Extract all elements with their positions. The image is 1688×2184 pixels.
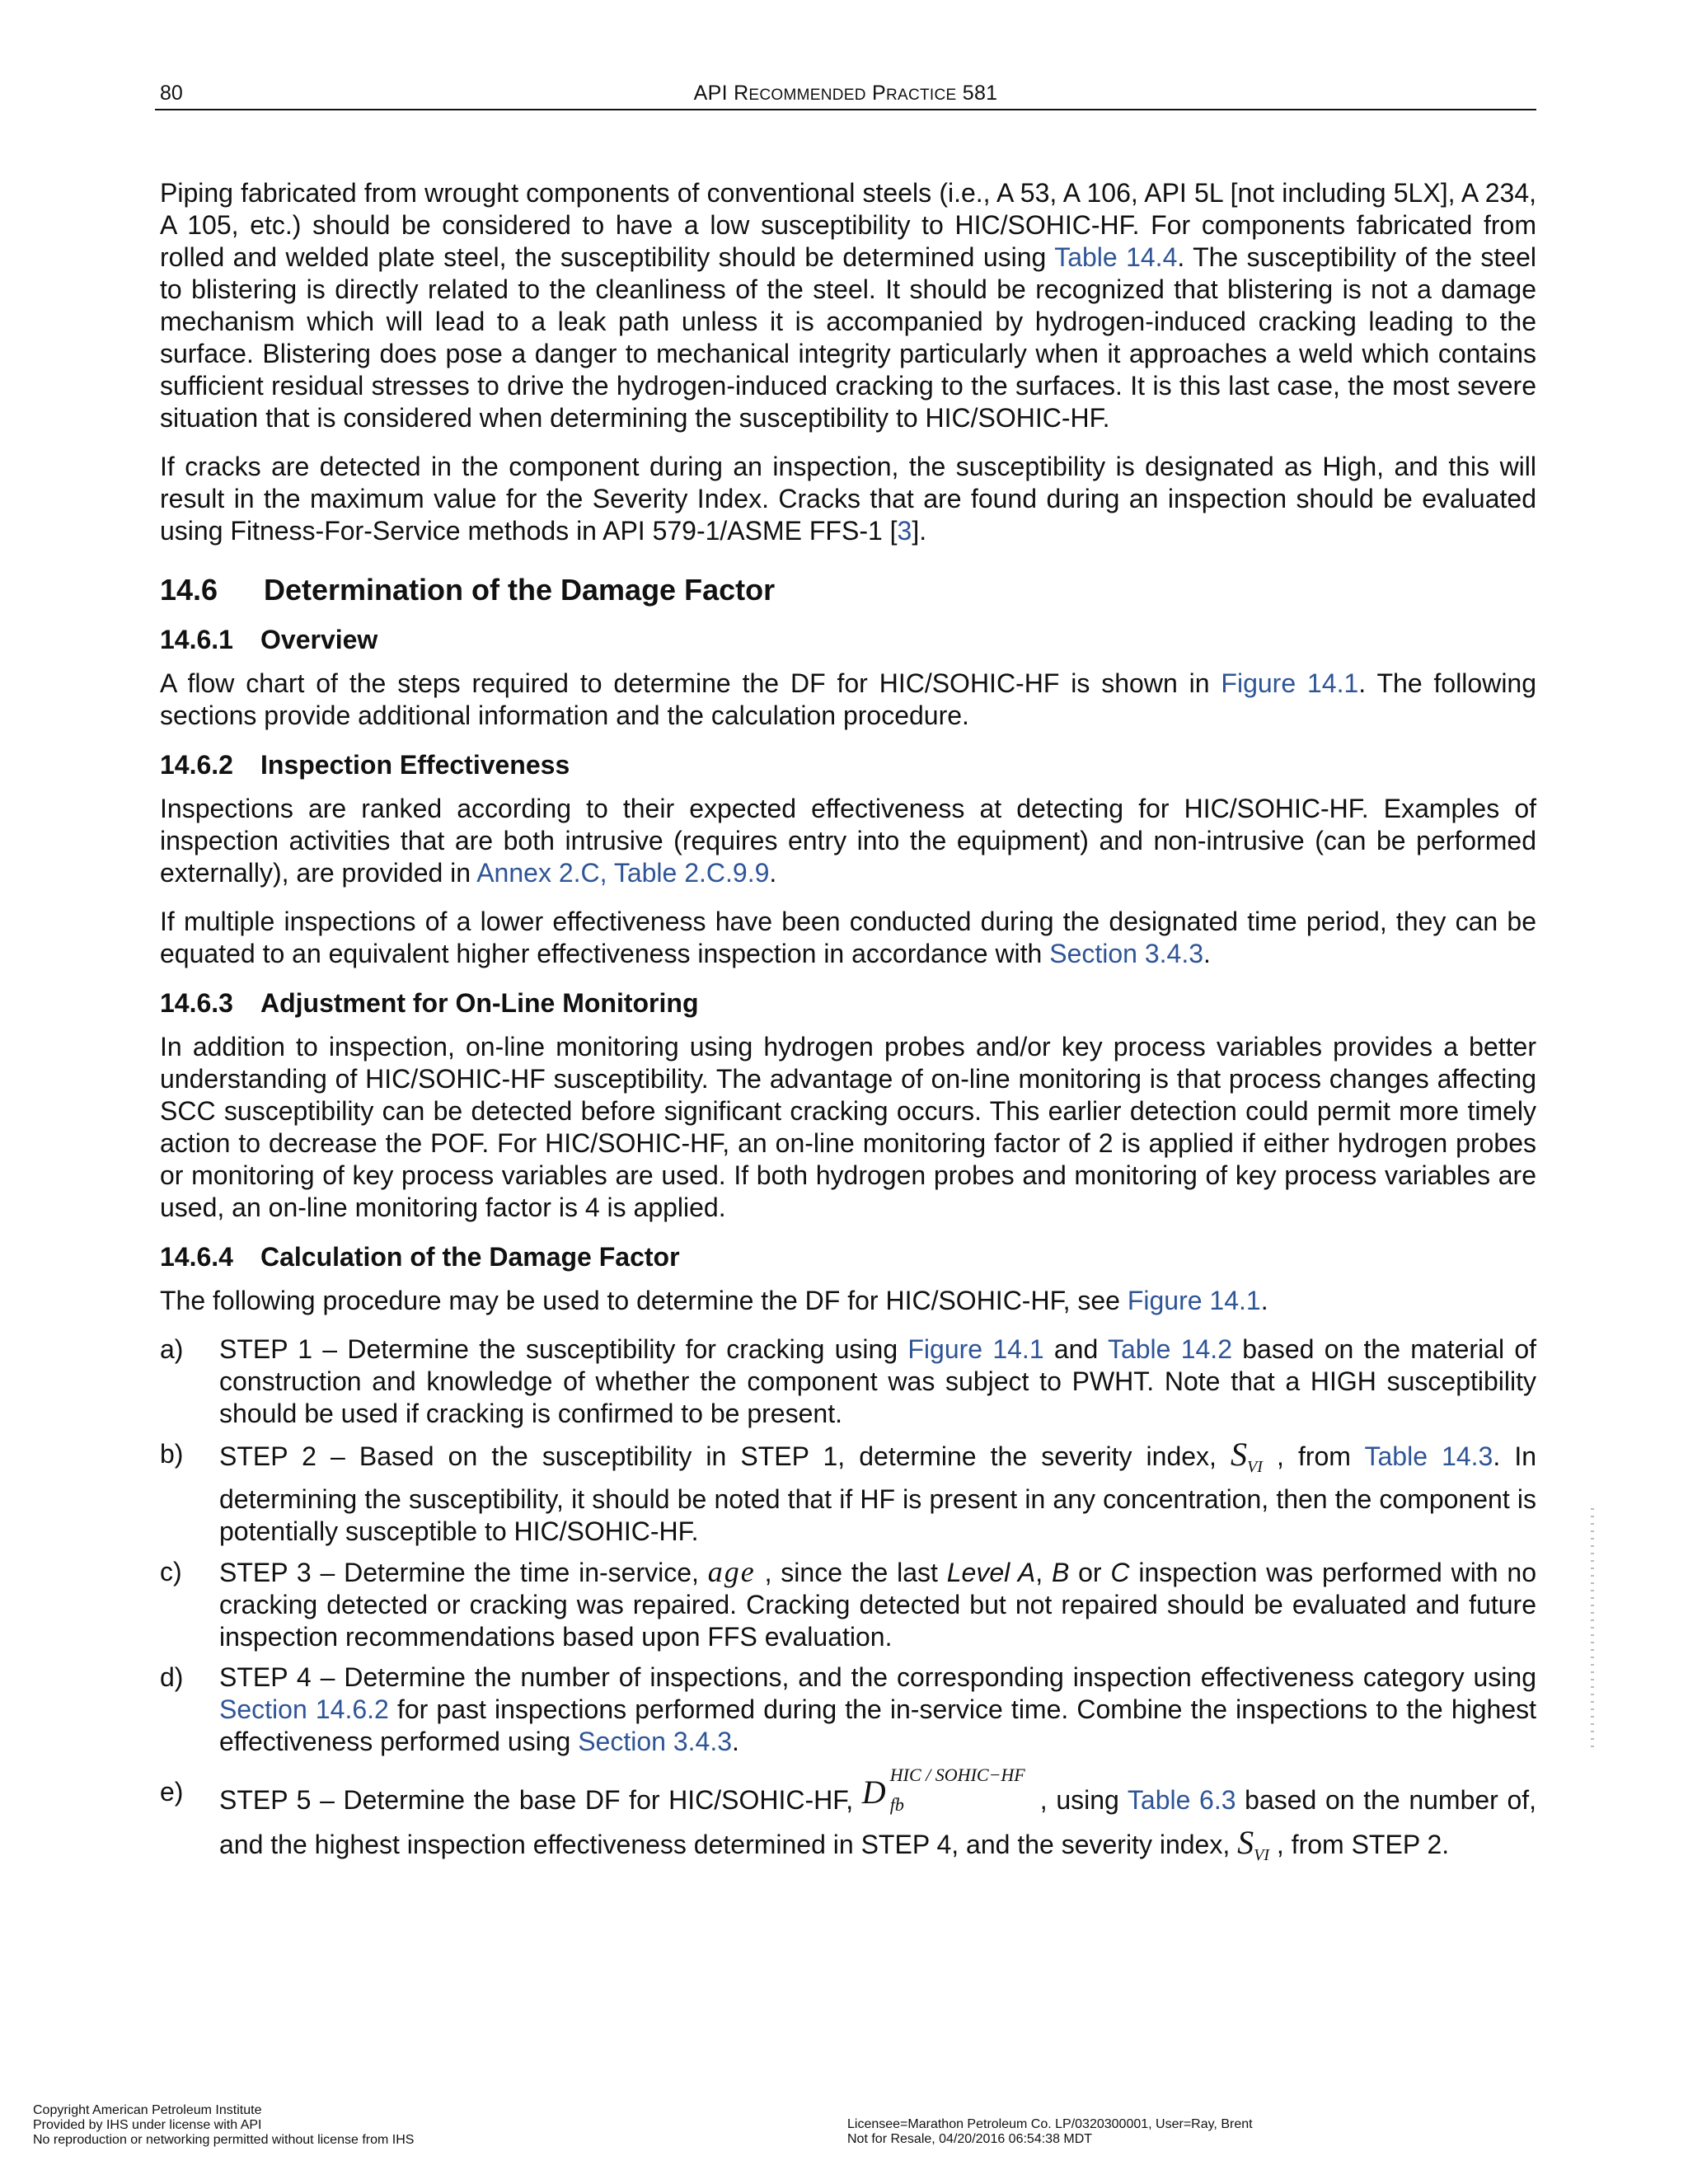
list-item	[160, 1766, 1536, 1877]
footer-copyright: Copyright American Petroleum Institute Provided by IHS under license with API No reproduction or networking permitted without license from IHS	[33, 2103, 415, 2147]
list-item	[160, 1556, 1536, 1653]
footer-license: Licensee=Marathon Petroleum Co. LP/0320300001, User=Ray, Brent Not for Resale, 04/20/2016 06:54:38 MDT	[847, 2117, 1253, 2146]
section-3-4-3-link[interactable]: Section 3.4.3	[1049, 939, 1204, 968]
step-2-text: STEP 2 – Based on the susceptibility in STEP 1, determine the severity index, $S_{VI}$ , from Table 14.3. In determining the susceptibility, it should be noted that if HF is present in any concentration, then the component is potentially susceptible to HIC/SOHIC-HF.	[219, 1436, 1537, 1546]
list-item	[160, 1438, 1536, 1548]
reference-3-link[interactable]: 3	[897, 516, 912, 546]
list-marker: d)	[160, 1662, 184, 1692]
list-marker: c)	[160, 1557, 182, 1586]
section-14-6-3-heading: 14.6.3 Adjustment for On-Line Monitoring	[160, 988, 699, 1018]
table-14-4-link[interactable]: Table 14.4	[1054, 242, 1178, 272]
step-4-text: STEP 4 – Determine the number of inspections, and the corresponding inspection effectiveness category using Section 14.6.2 for past inspections performed during the in-service time. Combine the inspections to the highest effectiveness performed using Section 3.4.3.	[219, 1662, 1537, 1756]
base-damage-factor-symbol: D HIC / SOHIC−HF fb	[861, 1765, 1025, 1815]
severity-index-symbol: $S_{VI}$	[1237, 1824, 1270, 1864]
inspection-effectiveness-paragraph-1: Inspections are ranked according to their expected effectiveness at detecting for HIC/SOHIC-HF. Examples of inspection activities that are both intrusive (requires entry into the equipment) and non-intrusive (can be performed externally), are provided in Annex 2.C, Table 2.C.9.9.	[160, 794, 1536, 888]
section-14-6-2-link[interactable]: Section 14.6.2	[219, 1694, 389, 1724]
margin-marks	[1591, 1508, 1594, 1747]
list-marker: b)	[160, 1439, 184, 1469]
figure-14-1-link[interactable]: Figure 14.1	[1127, 1286, 1261, 1315]
severity-index-symbol: $S_{VI}$	[1231, 1436, 1263, 1476]
age-symbol: age	[707, 1555, 756, 1588]
intro-paragraph-2: If cracks are detected in the component during an inspection, the susceptibility is designated as High, and this will result in the maximum value for the Severity Index. Cracks that are found during an inspection should be evaluated using Fitness-For-Service methods in API 579-1/ASME FFS-1 [3].	[160, 452, 1536, 546]
overview-paragraph: A flow chart of the steps required to determine the DF for HIC/SOHIC-HF is shown in Figure 14.1. The following sections provide additional information and the calculation procedure.	[160, 668, 1537, 730]
list-item	[160, 1333, 1536, 1430]
section-14-6-1-heading: 14.6.1 Overview	[160, 625, 378, 654]
page-number: 80	[160, 82, 183, 105]
online-monitoring-paragraph: In addition to inspection, on-line monitoring using hydrogen probes and/or key process variables provides a better understanding of HIC/SOHIC-HF susceptibility. The advantage of on-line monitoring is that process changes affecting SCC susceptibility can be detected before significant cracking occurs. This earlier detection could permit more timely action to decrease the POF. For HIC/SOHIC-HF, an on-line monitoring factor of 2 is applied if either hydrogen probes or monitoring of key process variables are used. If both hydrogen probes and monitoring of key process variables are used, an on-line monitoring factor is 4 is applied.	[160, 1032, 1536, 1222]
table-6-3-link[interactable]: Table 6.3	[1127, 1785, 1236, 1815]
section-3-4-3-link[interactable]: Section 3.4.3	[578, 1727, 732, 1756]
running-header	[155, 81, 1536, 110]
list-marker: a)	[160, 1334, 184, 1364]
intro-paragraph-1: Piping fabricated from wrought components of conventional steels (i.e., A 53, A 106, API 5L [not including 5LX], A 234, A 105, etc.) should be considered to have a low susceptibility to HIC/SOHIC-HF. For components fabricated from rolled and welded plate steel, the susceptibility should be determined using Table 14.4. The susceptibility of the steel to blistering is directly related to the cleanliness of the steel. It should be recognized that blistering is not a damage mechanism which will lead to a leak path unless it is accompanied by hydrogen-induced cracking leading to the surface. Blistering does pose a danger to mechanical integrity particularly when it approaches a weld which contains sufficient residual stresses to drive the hydrogen-induced cracking to the surfaces. It is this last case, the most severe situation that is considered when determining the susceptibility to HIC/SOHIC-HF.	[160, 178, 1537, 433]
table-14-2-link[interactable]: Table 14.2	[1107, 1334, 1232, 1364]
step-3-text: STEP 3 – Determine the time in-service, age , since the last Level A, B or C inspection was performed with no cracking detected or cracking was repaired. Cracking detected but not repaired should be evaluated and future inspection recommendations based upon FFS evaluation.	[219, 1555, 1536, 1652]
table-14-3-link[interactable]: Table 14.3	[1364, 1441, 1493, 1471]
list-item	[160, 1661, 1536, 1758]
step-5-text: STEP 5 – Determine the base DF for HIC/SOHIC-HF, D HIC / SOHIC−HF fb , using Table 6.3 based on the number of, and the highest inspection effectiveness determined in STEP 4, and the severity index, $S_{VI}$ , from STEP 2.	[219, 1765, 1537, 1864]
section-14-6-4-heading: 14.6.4 Calculation of the Damage Factor	[160, 1242, 680, 1272]
calculation-steps-list	[160, 1333, 1536, 1877]
calculation-intro-paragraph: The following procedure may be used to determine the DF for HIC/SOHIC-HF, see Figure 14.1.	[160, 1286, 1268, 1315]
inspection-effectiveness-paragraph-2: If multiple inspections of a lower effectiveness have been conducted during the designated time period, they can be equated to an equivalent higher effectiveness inspection in accordance with Section 3.4.3.	[160, 907, 1536, 968]
section-14-6-2-heading: 14.6.2 Inspection Effectiveness	[160, 750, 570, 780]
document-body	[160, 177, 1536, 1885]
list-marker: e)	[160, 1777, 184, 1807]
annex-2c-table-link[interactable]: Annex 2.C, Table 2.C.9.9	[476, 858, 770, 888]
figure-14-1-link[interactable]: Figure 14.1	[907, 1334, 1044, 1364]
section-14-6-heading: 14.6 Determination of the Damage Factor	[160, 573, 776, 607]
step-1-text: STEP 1 – Determine the susceptibility for cracking using Figure 14.1 and Table 14.2 based on the material of construction and knowledge of whether the component was subject to PWHT. Note that a HIGH susceptibility should be used if cracking is confirmed to be present.	[219, 1334, 1537, 1428]
figure-14-1-link[interactable]: Figure 14.1	[1221, 668, 1359, 698]
document-title: API RECOMMENDED PRACTICE 581	[693, 82, 998, 105]
